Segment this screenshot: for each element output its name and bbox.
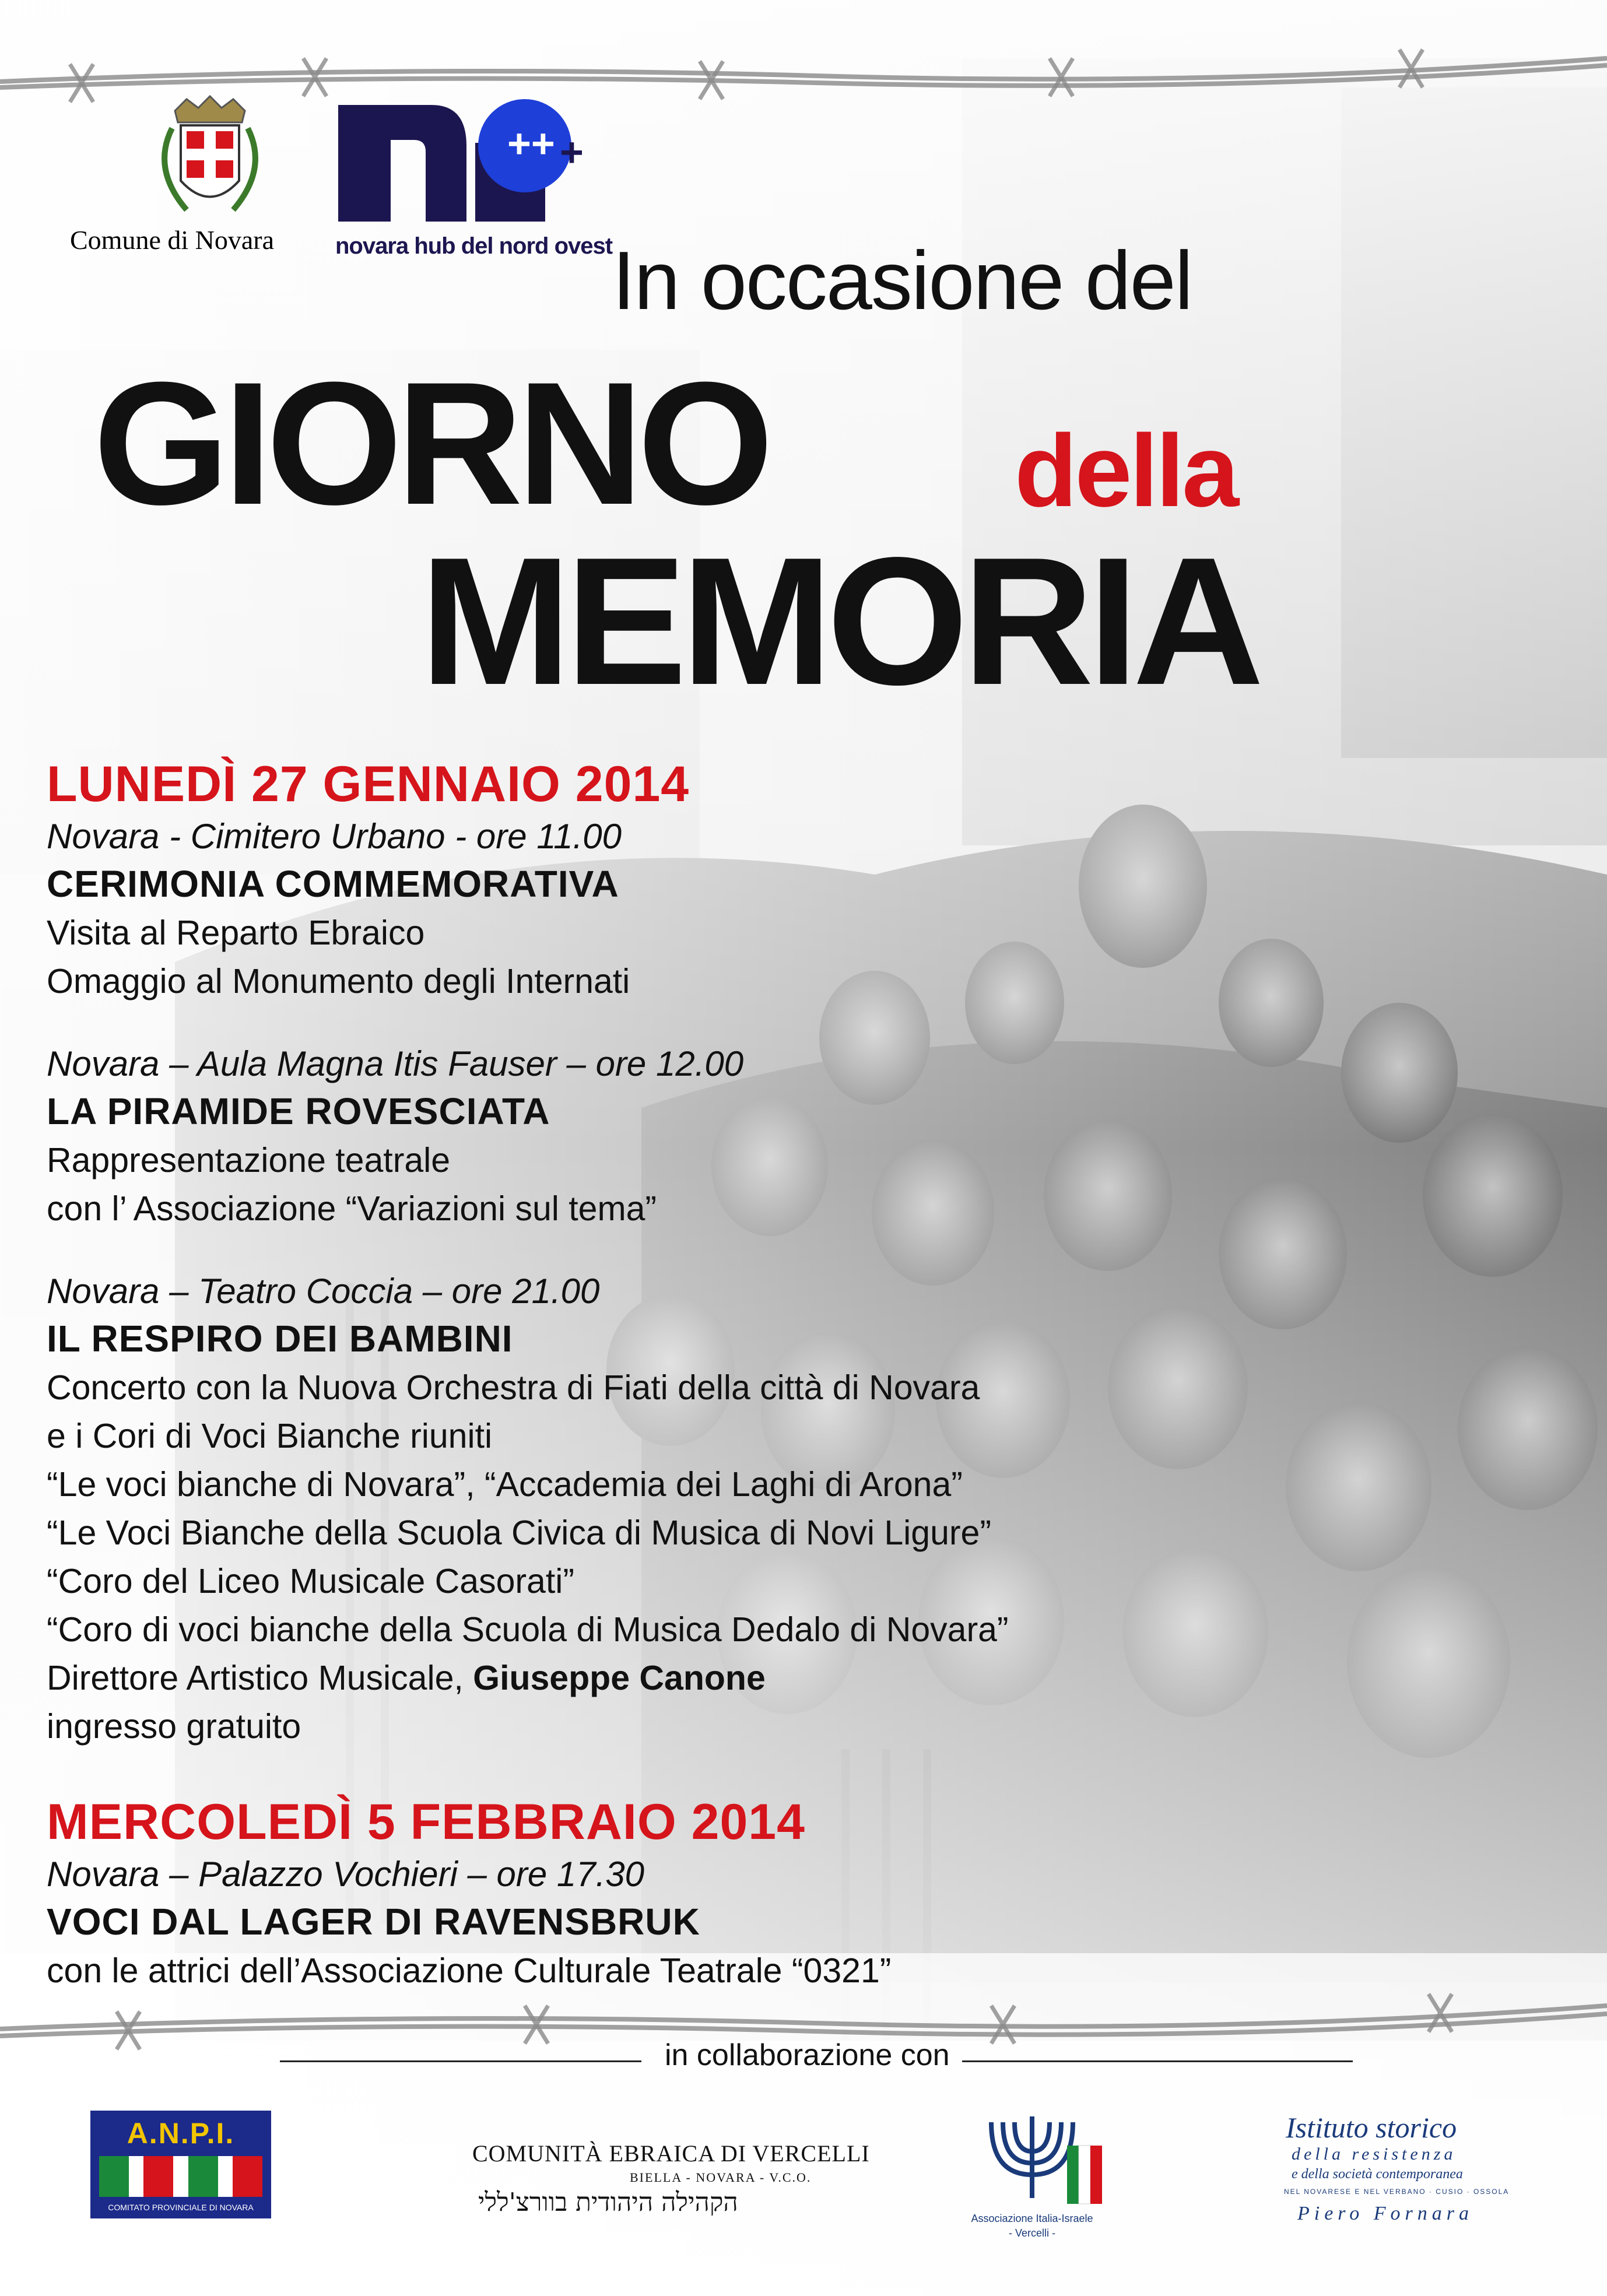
city-crest-icon: [117, 87, 303, 227]
italian-flag-icon: [99, 2156, 262, 2197]
event-title: CERIMONIA COMMEMORATIVA: [47, 863, 619, 905]
event-title: IL RESPIRO DEI BAMBINI: [47, 1318, 513, 1360]
event-line: “Coro del Liceo Musicale Casorati”: [47, 1562, 575, 1600]
admission-line: ingresso gratuito: [47, 1707, 301, 1746]
event-line: e i Cori di Voci Bianche riuniti: [47, 1417, 493, 1455]
novara-hub-logo: [332, 87, 613, 262]
comunita-ebraica-logo: [443, 2122, 870, 2239]
event-piramide: [47, 1044, 743, 1233]
svg-text:++: ++: [507, 121, 555, 166]
istituto-line2: della resistenza: [1292, 2144, 1457, 2164]
event-line: Omaggio al Monumento degli Internati: [47, 962, 630, 1000]
italia-israele-city: - Vercelli -: [1008, 2227, 1055, 2239]
event-cerimonia: [47, 816, 630, 1006]
title-della: della: [1015, 414, 1237, 528]
event-title: LA PIRAMIDE ROVESCIATA: [47, 1090, 550, 1132]
anpi-subtitle: COMITATO PROVINCIALE DI NOVARA: [108, 2203, 254, 2212]
istituto-line1: Istituto storico: [1286, 2111, 1457, 2144]
comunita-hebrew: הקהילה היהודית בוורצ'ללי: [478, 2188, 738, 2217]
event-location: Novara - Cimitero Urbano - ore 11.00: [47, 817, 622, 856]
comune-label: Comune di Novara: [70, 225, 275, 255]
event-line: con le attrici dell’Associazione Culturale Teatrale “0321”: [47, 1951, 892, 1990]
event-location: Novara – Teatro Coccia – ore 21.00: [47, 1272, 600, 1311]
anpi-label: A.N.P.I.: [127, 2117, 235, 2150]
svg-text:+: +: [560, 129, 584, 175]
day2-date: MERCOLEDÌ 5 FEBBRAIO 2014: [47, 1794, 805, 1850]
director-name: Giuseppe Canone: [473, 1659, 766, 1697]
menorah-icon: [933, 2099, 1131, 2210]
event-respiro: [47, 1271, 1009, 1751]
event-ravensbruk: [47, 1854, 891, 1995]
collab-divider-right: [962, 2060, 1353, 2062]
event-line: Visita al Reparto Ebraico: [47, 914, 425, 952]
event-line: con l’ Associazione “Variazioni sul tema”: [47, 1189, 657, 1228]
comunita-subtitle: BIELLA - NOVARA - V.C.O.: [630, 2170, 812, 2185]
istituto-line5: Piero Fornara: [1297, 2203, 1474, 2224]
event-location: Novara – Palazzo Vochieri – ore 17.30: [47, 1855, 645, 1894]
intro-heading: In occasione del: [612, 234, 1192, 327]
hub-logo-icon: [332, 87, 601, 233]
event-line: “Le voci bianche di Novara”, “Accademia dei Laghi di Arona”: [47, 1465, 963, 1504]
event-line: Concerto con la Nuova Orchestra di Fiati della città di Novara: [47, 1368, 980, 1407]
event-line: “Le Voci Bianche della Scuola Civica di Musica di Novi Ligure”: [47, 1514, 992, 1552]
hub-tagline: novara hub del nord ovest: [335, 233, 613, 259]
event-location: Novara – Aula Magna Itis Fauser – ore 12.00: [47, 1044, 744, 1083]
director-prefix: Direttore Artistico Musicale,: [47, 1659, 473, 1697]
collab-divider-left: [280, 2060, 641, 2062]
collab-label: in collaborazione con: [665, 2038, 950, 2072]
istituto-line4: NEL NOVARESE E NEL VERBANO · CUSIO · OSSOLA: [1284, 2188, 1510, 2196]
italia-israele-name: Associazione Italia-Israele: [971, 2213, 1093, 2224]
event-title: VOCI DAL LAGER DI RAVENSBRUK: [47, 1901, 700, 1943]
comunita-title: COMUNITÀ EBRAICA DI VERCELLI: [472, 2140, 870, 2167]
istituto-line3: e della società contemporanea: [1292, 2167, 1463, 2182]
title-memoria: MEMORIA: [420, 520, 1258, 723]
title-giorno: GIORNO: [93, 345, 768, 541]
event-line: “Coro di voci bianche della Scuola di Musica Dedalo di Novara”: [47, 1610, 1009, 1649]
director-line: [47, 1654, 1009, 1702]
italia-israele-logo: [933, 2099, 1131, 2245]
comune-novara-logo: [70, 87, 303, 262]
anpi-logo: [90, 2111, 271, 2218]
event-line: Rappresentazione teatrale: [47, 1141, 451, 1179]
istituto-storico-logo: [1277, 2111, 1522, 2239]
day1-date: LUNEDÌ 27 GENNAIO 2014: [47, 756, 690, 812]
